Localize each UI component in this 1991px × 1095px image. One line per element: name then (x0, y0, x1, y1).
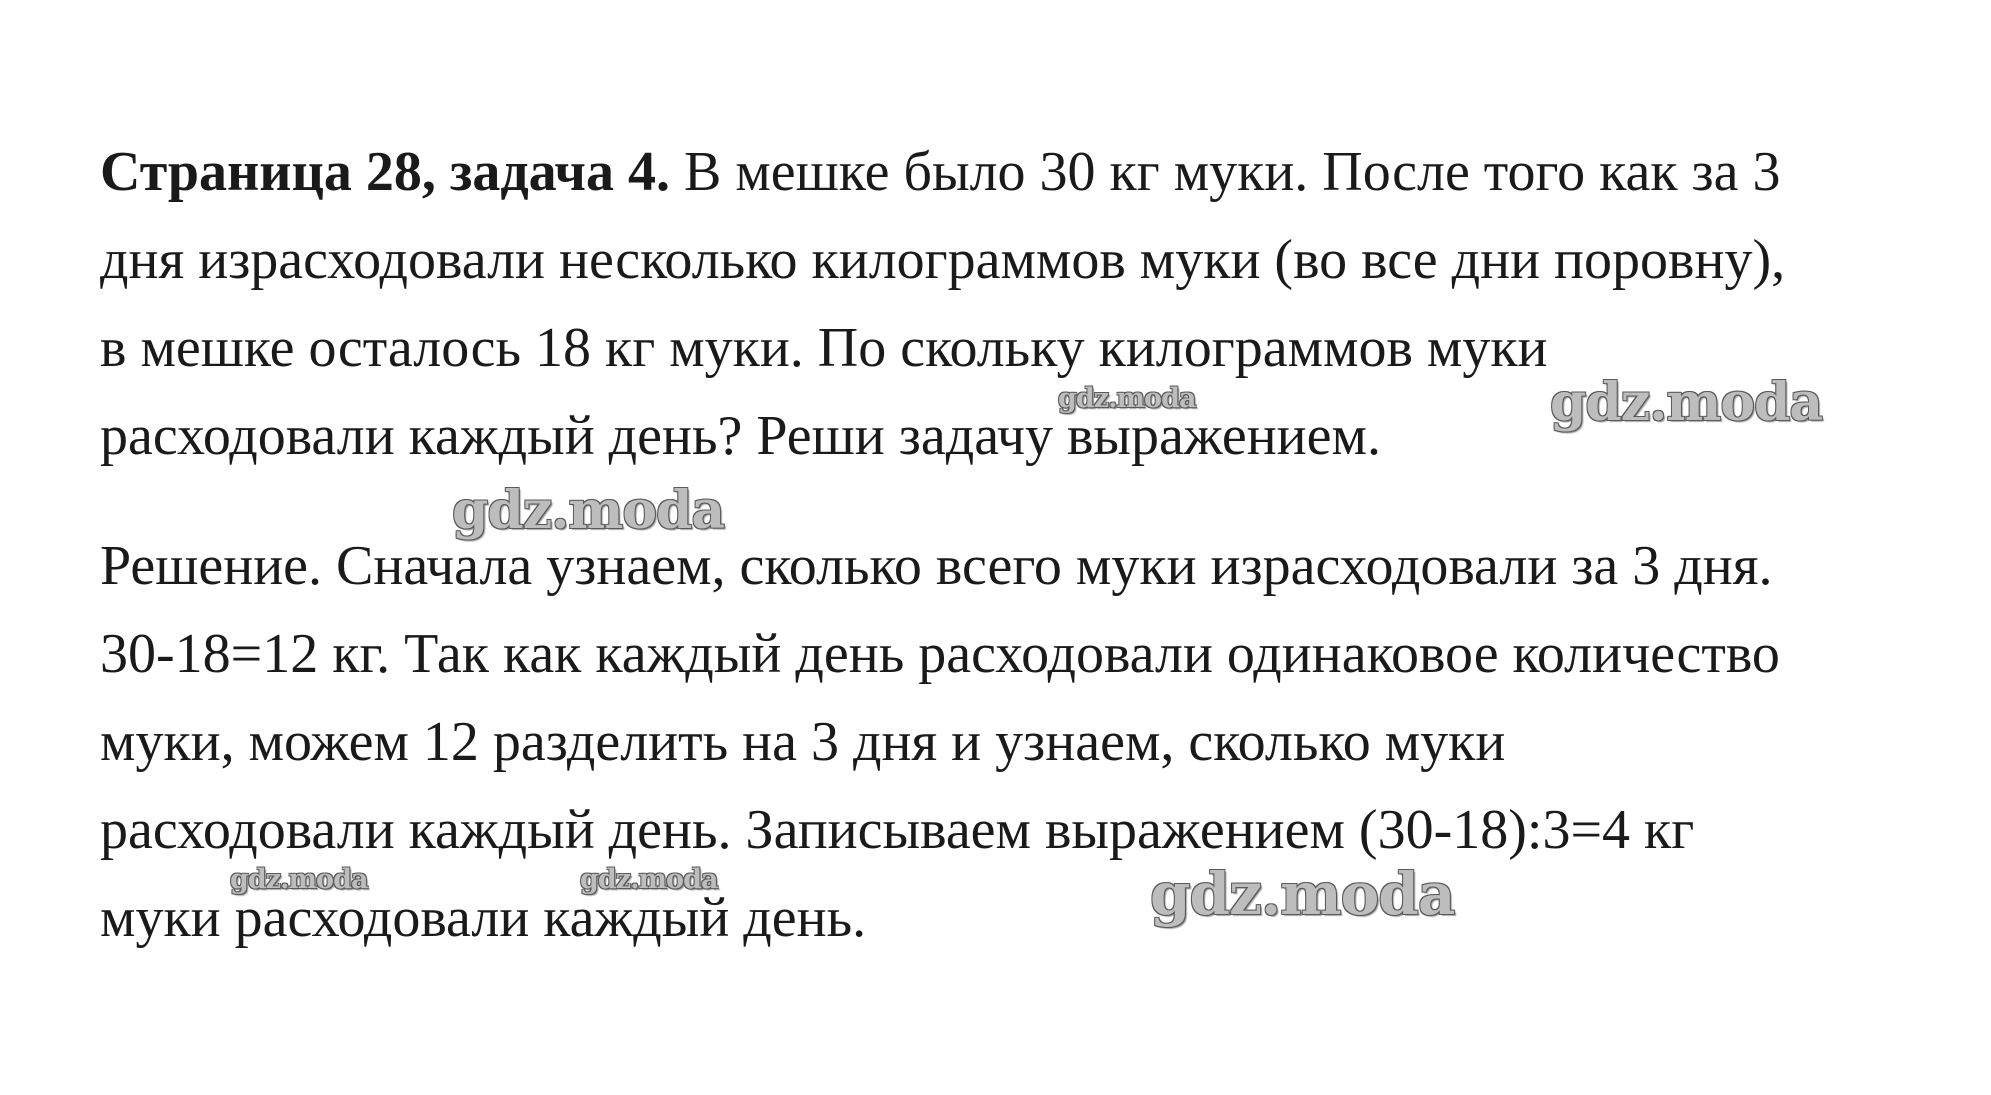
problem-line (100, 128, 1960, 216)
solution-line: расходовали каждый день. Записываем выражением (30-18):3=4 кг (100, 799, 1695, 861)
watermark: gdz.moda (230, 864, 368, 895)
problem-line: в мешке осталось 18 кг муки. По скольку килограммов муки (100, 317, 1548, 379)
problem-line-text: В мешке было 30 кг муки. После того как за 3 (670, 141, 1781, 203)
problem-line: расходовали каждый день? Реши задачу выражением. (100, 405, 1381, 467)
solution-line: Решение. Сначала узнаем, сколько всего муки израсходовали за 3 дня. (100, 535, 1773, 597)
problem-text (100, 128, 1960, 480)
solution-line: муки расходовали каждый день. (100, 887, 867, 949)
watermark: gdz.moda (1150, 860, 1455, 928)
solution-text (100, 522, 1960, 962)
watermark: gdz.moda (580, 864, 718, 895)
watermark: gdz.moda (452, 480, 725, 541)
solution-line: муки, можем 12 разделить на 3 дня и узнаем, сколько муки (100, 711, 1506, 773)
problem-line: дня израсходовали несколько килограммов муки (во все дни поровну), (100, 229, 1786, 291)
watermark: gdz.moda (1058, 383, 1196, 414)
problem-heading: Страница 28, задача 4. (100, 141, 671, 203)
solution-line: 30-18=12 кг. Так как каждый день расходовали одинаковое количество (100, 623, 1780, 685)
watermark: gdz.moda (1550, 372, 1823, 433)
